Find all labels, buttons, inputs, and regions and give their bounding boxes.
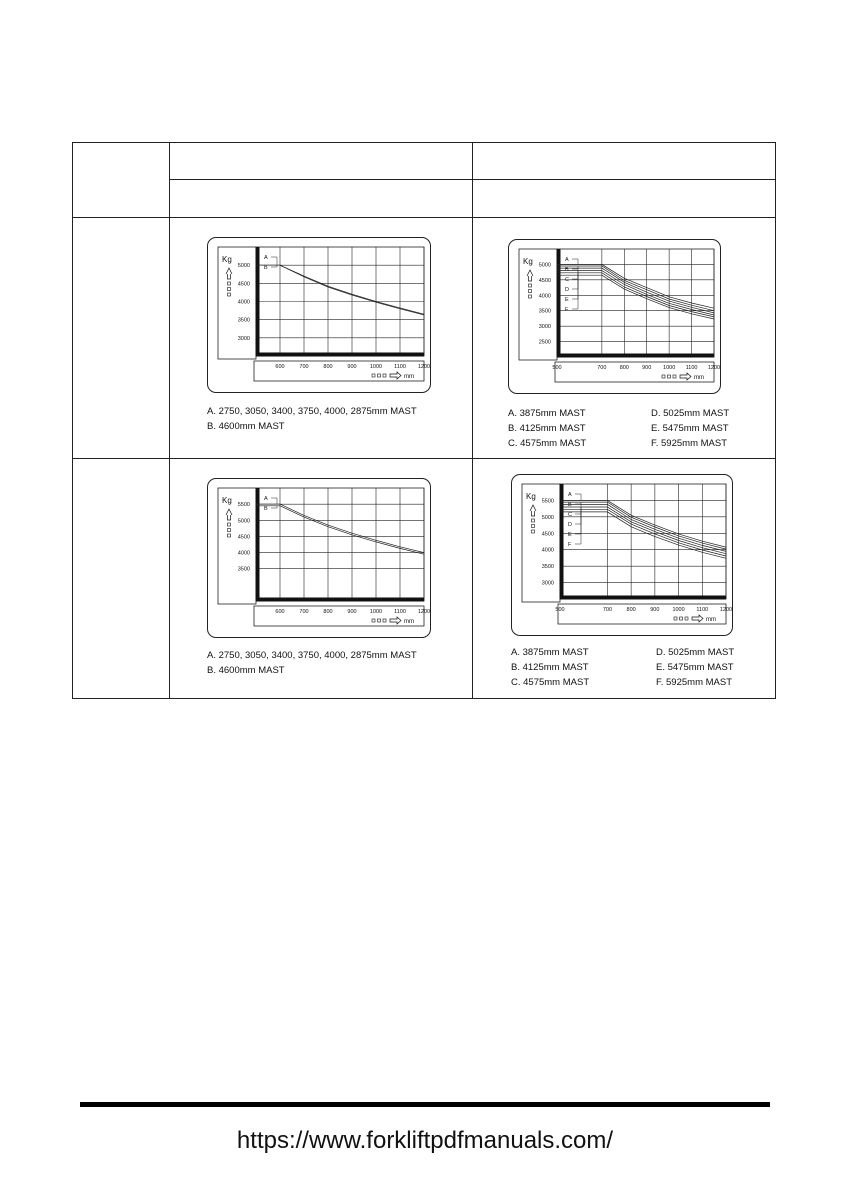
series-line [256,265,424,314]
arrow-up-icon [226,268,232,279]
legend-item: A. 3875mm MAST [511,647,589,658]
legend-item: A. 3875mm MAST [508,408,586,419]
unit-square-icon [662,375,665,378]
y-tick-label: 5000 [538,262,551,269]
unit-square-icon [228,288,231,291]
chart-legend [207,648,417,678]
y-tick-label: 3500 [237,317,250,324]
series-label: F [565,307,569,313]
x-tick-label: 1100 [696,607,709,613]
series-label: D [565,287,569,293]
series-line [560,500,726,547]
legend-item: D. 5025mm MAST [651,408,730,419]
y-tick-label: 3000 [538,324,551,331]
legend-item: A. 2750, 3050, 3400, 3750, 4000, 2875mm MAST [207,406,417,417]
legend-item: A. 2750, 3050, 3400, 3750, 4000, 2875mm MAST [207,650,417,661]
series-label: A [568,492,572,498]
chart-panel [207,478,431,638]
x-tick-label: 1100 [394,364,406,370]
legend-item: E. 5475mm MAST [656,662,734,673]
series-leader [271,498,277,504]
x-tick-label: 600 [275,609,285,615]
series-leader [271,257,277,265]
arrow-right-icon [390,617,401,624]
y-tick-label: 5000 [237,263,250,270]
plot-frame [560,484,726,599]
legend-item: B. 4600mm MAST [207,421,285,432]
unit-square-icon [685,617,688,620]
x-tick-label: 800 [323,364,333,370]
series-label: B [565,267,569,273]
x-tick-label: 1200 [719,607,733,613]
y-axis-label: Kg [222,255,232,264]
series-leader [575,494,581,500]
series-line [557,273,714,317]
series-line [557,268,714,313]
x-tick-label: 500 [552,365,562,371]
y-tick-label: 5000 [541,514,554,521]
y-tick-label: 4000 [237,299,250,306]
chart-legend [207,404,417,434]
chart-legend [511,645,589,690]
series-label: E [565,297,569,303]
arrow-up-icon [530,505,536,516]
legend-item: C. 4575mm MAST [508,438,587,449]
series-line [560,507,726,554]
series-label: D [568,522,572,528]
unit-square-icon [378,619,381,622]
y-tick-label: 4000 [237,550,250,557]
x-tick-label: 1000 [369,609,383,615]
legend-item: F. 5925mm MAST [656,677,733,688]
y-axis-label: Kg [526,492,536,501]
series-label: B [568,502,572,508]
unit-square-icon [372,374,375,377]
chart-panel [511,474,733,636]
unit-square-icon [532,525,535,528]
y-tick-label: 5500 [541,498,554,505]
x-tick-label: 900 [347,609,357,615]
x-tick-label: 800 [626,607,636,613]
series-label: A [565,257,569,263]
arrow-up-icon [527,270,533,281]
arrow-right-icon [390,372,401,379]
y-tick-label: 4500 [541,531,554,538]
unit-square-icon [383,619,386,622]
y-tick-label: 2500 [538,339,551,346]
unit-square-icon [674,617,677,620]
series-label: F [568,542,572,548]
series-line [557,271,714,315]
load-chart [509,240,722,395]
series-label: E [568,532,572,538]
x-tick-label: 700 [299,609,309,615]
y-axis-label: Kg [222,496,232,505]
x-tick-label: 1000 [663,365,676,371]
chart-panel [508,239,721,394]
x-axis-label: mm [404,619,414,625]
y-tick-label: 3000 [541,580,554,587]
y-tick-label: 4500 [237,281,250,288]
series-line [557,264,714,308]
legend-item: E. 5475mm MAST [651,423,729,434]
unit-square-icon [529,295,532,298]
x-tick-label: 600 [275,364,285,370]
table-row-divider [169,179,775,180]
chart-legend [656,645,734,690]
y-tick-label: 3500 [541,564,554,571]
y-tick-label: 4500 [538,277,551,284]
series-label: C [568,512,572,518]
footer-url: https://www.forkliftpdfmanuals.com/ [236,1127,614,1154]
x-tick-label: 900 [650,607,660,613]
unit-square-icon [228,293,231,296]
legend-item: D. 5025mm MAST [656,647,735,658]
unit-square-icon [228,529,231,532]
series-label: A [264,496,268,502]
unit-square-icon [228,534,231,537]
x-axis-label: mm [694,375,704,381]
x-axis-label: mm [706,617,716,623]
y-tick-label: 5500 [237,502,250,509]
series-line [256,504,424,552]
unit-square-icon [529,284,532,287]
series-leader [572,266,578,269]
series-leader [575,509,581,534]
arrow-right-icon [692,615,703,622]
series-label: B [264,506,268,512]
chart-cell [473,218,777,458]
series-line [256,506,424,554]
x-tick-label: 800 [323,609,333,615]
x-tick-label: 700 [602,607,613,613]
chart-cell [170,218,472,458]
unit-square-icon [532,530,535,533]
series-line [560,504,726,551]
series-line [557,275,714,319]
chart-legend [651,406,729,451]
y-tick-label: 3000 [237,335,250,342]
series-leader [572,275,578,309]
x-tick-label: 1200 [707,365,721,371]
x-tick-label: 900 [642,365,652,371]
legend-item: F. 5925mm MAST [651,438,728,449]
unit-square-icon [532,519,535,522]
x-tick-label: 800 [619,365,629,371]
y-tick-label: 3500 [237,566,250,573]
legend-item: B. 4125mm MAST [511,662,589,673]
x-tick-label: 1100 [394,609,406,615]
x-tick-label: 1000 [369,364,383,370]
x-tick-label: 1100 [685,365,698,371]
series-leader [572,268,578,279]
unit-square-icon [228,282,231,285]
series-line [560,509,726,556]
x-tick-label: 500 [555,607,565,613]
load-chart [512,475,734,637]
legend-item: B. 4125mm MAST [508,423,586,434]
unit-square-icon [673,375,676,378]
series-line [560,512,726,558]
y-tick-label: 4500 [237,534,250,541]
series-leader [572,259,578,264]
footer-rule [80,1102,770,1107]
x-tick-label: 700 [597,365,607,371]
capacity-table [72,142,776,699]
unit-square-icon [383,374,386,377]
arrow-right-icon [680,373,691,380]
y-tick-label: 3500 [538,308,551,315]
series-label: B [264,265,268,271]
legend-item: B. 4600mm MAST [207,665,285,676]
y-tick-label: 4000 [541,547,554,554]
series-label: C [565,277,569,283]
unit-square-icon [228,523,231,526]
x-tick-label: 1000 [672,607,685,613]
load-chart [208,479,432,639]
unit-square-icon [668,375,671,378]
x-tick-label: 1200 [417,609,431,615]
y-tick-label: 5000 [237,518,250,525]
y-tick-label: 4000 [538,293,551,300]
unit-square-icon [372,619,375,622]
arrow-up-icon [226,509,232,520]
unit-square-icon [378,374,381,377]
chart-cell [473,459,777,699]
chart-legend [508,406,586,451]
unit-square-icon [680,617,683,620]
chart-panel [207,237,431,393]
series-label: A [264,255,268,261]
chart-cell [170,459,472,699]
load-chart [208,238,432,394]
unit-square-icon [529,290,532,293]
x-tick-label: 1200 [417,364,431,370]
legend-item: C. 4575mm MAST [511,677,590,688]
x-tick-label: 900 [347,364,357,370]
x-axis-label: mm [404,374,414,380]
x-tick-label: 700 [299,364,309,370]
y-axis-label: Kg [523,257,533,266]
